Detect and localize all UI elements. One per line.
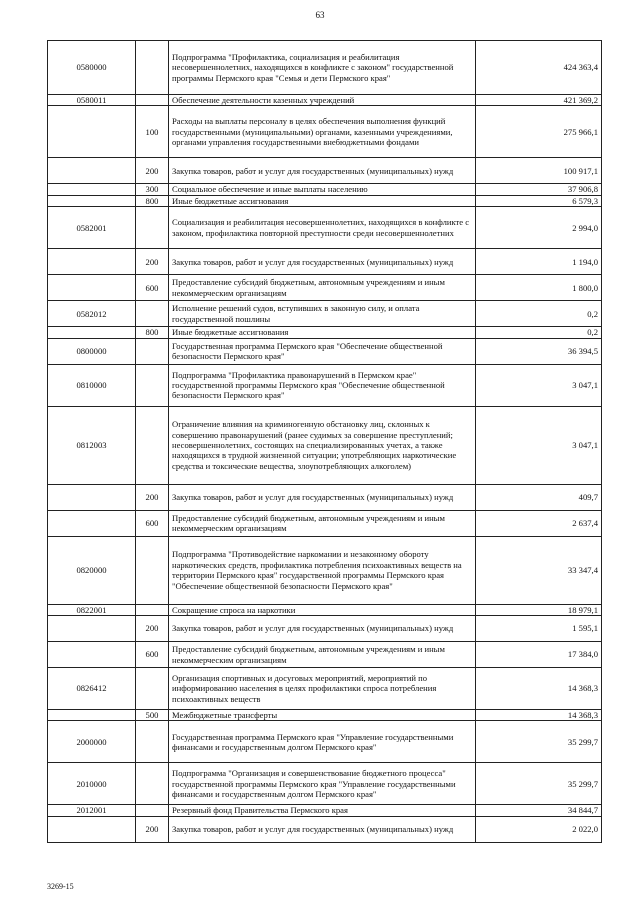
row-amount: 3 047,1 (476, 364, 602, 406)
row-expense-type (136, 763, 169, 805)
row-target-code: 0580011 (48, 95, 136, 106)
row-expense-type (136, 406, 169, 484)
table-row (48, 484, 602, 510)
table-row (48, 301, 602, 327)
table-row (48, 616, 602, 642)
table-row (48, 327, 602, 338)
row-target-code (48, 275, 136, 301)
row-amount: 275 966,1 (476, 106, 602, 158)
table-row (48, 338, 602, 364)
row-expense-type: 200 (136, 484, 169, 510)
row-target-code (48, 816, 136, 842)
table-row (48, 41, 602, 95)
row-amount: 1 800,0 (476, 275, 602, 301)
row-target-code (48, 158, 136, 184)
row-name: Подпрограмма "Противодействие наркомании и незаконному обороту наркотических средств, профилактика потребления психоактивных веществ на территории Пермского края" государственной программы Пермского края "Обеспечение общественной безопасности Пермского края" (169, 536, 476, 604)
row-expense-type (136, 668, 169, 710)
row-amount: 0,2 (476, 301, 602, 327)
row-amount: 2 022,0 (476, 816, 602, 842)
row-amount: 34 844,7 (476, 805, 602, 816)
row-expense-type (136, 95, 169, 106)
row-amount: 37 906,8 (476, 184, 602, 195)
row-amount: 421 369,2 (476, 95, 602, 106)
budget-table (47, 40, 602, 843)
row-amount: 409,7 (476, 484, 602, 510)
row-expense-type: 200 (136, 816, 169, 842)
row-target-code (48, 195, 136, 206)
row-target-code (48, 106, 136, 158)
row-amount: 33 347,4 (476, 536, 602, 604)
row-amount: 35 299,7 (476, 721, 602, 763)
table-row (48, 510, 602, 536)
row-target-code (48, 484, 136, 510)
row-amount: 424 363,4 (476, 41, 602, 95)
table-row (48, 536, 602, 604)
row-target-code (48, 510, 136, 536)
row-name: Иные бюджетные ассигнования (169, 327, 476, 338)
row-target-code: 2000000 (48, 721, 136, 763)
row-target-code (48, 327, 136, 338)
row-expense-type: 800 (136, 327, 169, 338)
row-name: Закупка товаров, работ и услуг для государственных (муниципальных) нужд (169, 816, 476, 842)
row-target-code (48, 616, 136, 642)
row-expense-type (136, 721, 169, 763)
row-expense-type: 800 (136, 195, 169, 206)
row-name: Подпрограмма "Профилактика правонарушений в Пермском крае" государственной программы Пермского края "Обеспечение общественной безопасности Пермского края" (169, 364, 476, 406)
row-expense-type: 200 (136, 158, 169, 184)
row-expense-type: 100 (136, 106, 169, 158)
row-expense-type: 200 (136, 249, 169, 275)
row-expense-type (136, 805, 169, 816)
row-amount: 18 979,1 (476, 604, 602, 615)
row-expense-type: 300 (136, 184, 169, 195)
row-name: Ограничение влияния на криминогенную обстановку лиц, склонных к совершению правонарушений (ранее судимых за совершение преступлений; несовершеннолетних, состоящих на специализированных учетах, а также находящихся в трудной жизненной ситуации; употребляющих наркотические средства и токсические вещества, злоупотребляющих алкоголем) (169, 406, 476, 484)
row-name: Предоставление субсидий бюджетным, автономным учреждениям и иным некоммерческим организациям (169, 510, 476, 536)
row-name: Закупка товаров, работ и услуг для государственных (муниципальных) нужд (169, 616, 476, 642)
table-row (48, 642, 602, 668)
table-row (48, 275, 602, 301)
row-expense-type (136, 536, 169, 604)
row-amount: 3 047,1 (476, 406, 602, 484)
row-name: Социальное обеспечение и иные выплаты населению (169, 184, 476, 195)
row-name: Государственная программа Пермского края "Обеспечение общественной безопасности Пермского края" (169, 338, 476, 364)
row-expense-type: 600 (136, 642, 169, 668)
row-target-code (48, 249, 136, 275)
row-target-code: 0826412 (48, 668, 136, 710)
table-row (48, 364, 602, 406)
row-amount: 17 384,0 (476, 642, 602, 668)
row-amount: 1 595,1 (476, 616, 602, 642)
table-row (48, 668, 602, 710)
table-row (48, 249, 602, 275)
row-name: Расходы на выплаты персоналу в целях обеспечения выполнения функций государственными (муниципальными) органами, казенными учреждениями, органами управления государственными внебюджетными фондами (169, 106, 476, 158)
row-name: Подпрограмма "Профилактика, социализация и реабилитация несовершеннолетних, находящихся в конфликте с законом" государственной программы Пермского края "Семья и дети Пермского края" (169, 41, 476, 95)
row-name: Предоставление субсидий бюджетным, автономным учреждениям и иным некоммерческим организациям (169, 642, 476, 668)
row-expense-type (136, 604, 169, 615)
table-row (48, 710, 602, 721)
row-target-code: 0580000 (48, 41, 136, 95)
row-name: Закупка товаров, работ и услуг для государственных (муниципальных) нужд (169, 249, 476, 275)
row-target-code (48, 710, 136, 721)
row-name: Подпрограмма "Организация и совершенствование бюджетного процесса" государственной программы Пермского края "Управление государственными финансами и государственным долгом Пермского края" (169, 763, 476, 805)
row-target-code (48, 642, 136, 668)
row-amount: 6 579,3 (476, 195, 602, 206)
row-target-code: 0822001 (48, 604, 136, 615)
table-row (48, 816, 602, 842)
footer-code: 3269-15 (47, 882, 74, 891)
row-expense-type: 600 (136, 275, 169, 301)
row-expense-type: 200 (136, 616, 169, 642)
row-expense-type (136, 301, 169, 327)
table-row (48, 721, 602, 763)
row-name: Иные бюджетные ассигнования (169, 195, 476, 206)
table-row (48, 763, 602, 805)
row-expense-type (136, 41, 169, 95)
row-target-code (48, 184, 136, 195)
row-amount: 2 994,0 (476, 207, 602, 249)
row-name: Государственная программа Пермского края "Управление государственными финансами и государственным долгом Пермского края" (169, 721, 476, 763)
row-name: Обеспечение деятельности казенных учреждений (169, 95, 476, 106)
row-expense-type: 600 (136, 510, 169, 536)
row-amount: 0,2 (476, 327, 602, 338)
row-target-code: 0800000 (48, 338, 136, 364)
row-expense-type: 500 (136, 710, 169, 721)
table-row (48, 106, 602, 158)
row-name: Предоставление субсидий бюджетным, автономным учреждениям и иным некоммерческим организациям (169, 275, 476, 301)
row-target-code: 0820000 (48, 536, 136, 604)
row-name: Организация спортивных и досуговых мероприятий, мероприятий по информированию населения в целях профилактики спроса потребления психоактивных веществ (169, 668, 476, 710)
row-expense-type (136, 364, 169, 406)
table-row (48, 184, 602, 195)
row-expense-type (136, 207, 169, 249)
row-amount: 2 637,4 (476, 510, 602, 536)
table-row (48, 604, 602, 615)
row-amount: 14 368,3 (476, 710, 602, 721)
row-amount: 35 299,7 (476, 763, 602, 805)
row-target-code: 0582012 (48, 301, 136, 327)
row-target-code: 0810000 (48, 364, 136, 406)
row-name: Межбюджетные трансферты (169, 710, 476, 721)
row-name: Закупка товаров, работ и услуг для государственных (муниципальных) нужд (169, 484, 476, 510)
row-name: Исполнение решений судов, вступивших в законную силу, и оплата государственной пошлины (169, 301, 476, 327)
row-target-code: 0582001 (48, 207, 136, 249)
row-expense-type (136, 338, 169, 364)
row-amount: 1 194,0 (476, 249, 602, 275)
row-amount: 14 368,3 (476, 668, 602, 710)
row-target-code: 0812003 (48, 406, 136, 484)
table-row (48, 207, 602, 249)
page-number: 63 (315, 10, 325, 20)
row-name: Сокращение спроса на наркотики (169, 604, 476, 615)
row-target-code: 2012001 (48, 805, 136, 816)
row-target-code: 2010000 (48, 763, 136, 805)
table-row (48, 95, 602, 106)
row-name: Закупка товаров, работ и услуг для государственных (муниципальных) нужд (169, 158, 476, 184)
row-name: Социализация и реабилитация несовершеннолетних, находящихся в конфликте с законом, профилактика повторной преступности среди несовершеннолетних (169, 207, 476, 249)
row-amount: 100 917,1 (476, 158, 602, 184)
table-row (48, 195, 602, 206)
row-amount: 36 394,5 (476, 338, 602, 364)
table-row (48, 406, 602, 484)
table-row (48, 158, 602, 184)
row-name: Резервный фонд Правительства Пермского края (169, 805, 476, 816)
table-row (48, 805, 602, 816)
